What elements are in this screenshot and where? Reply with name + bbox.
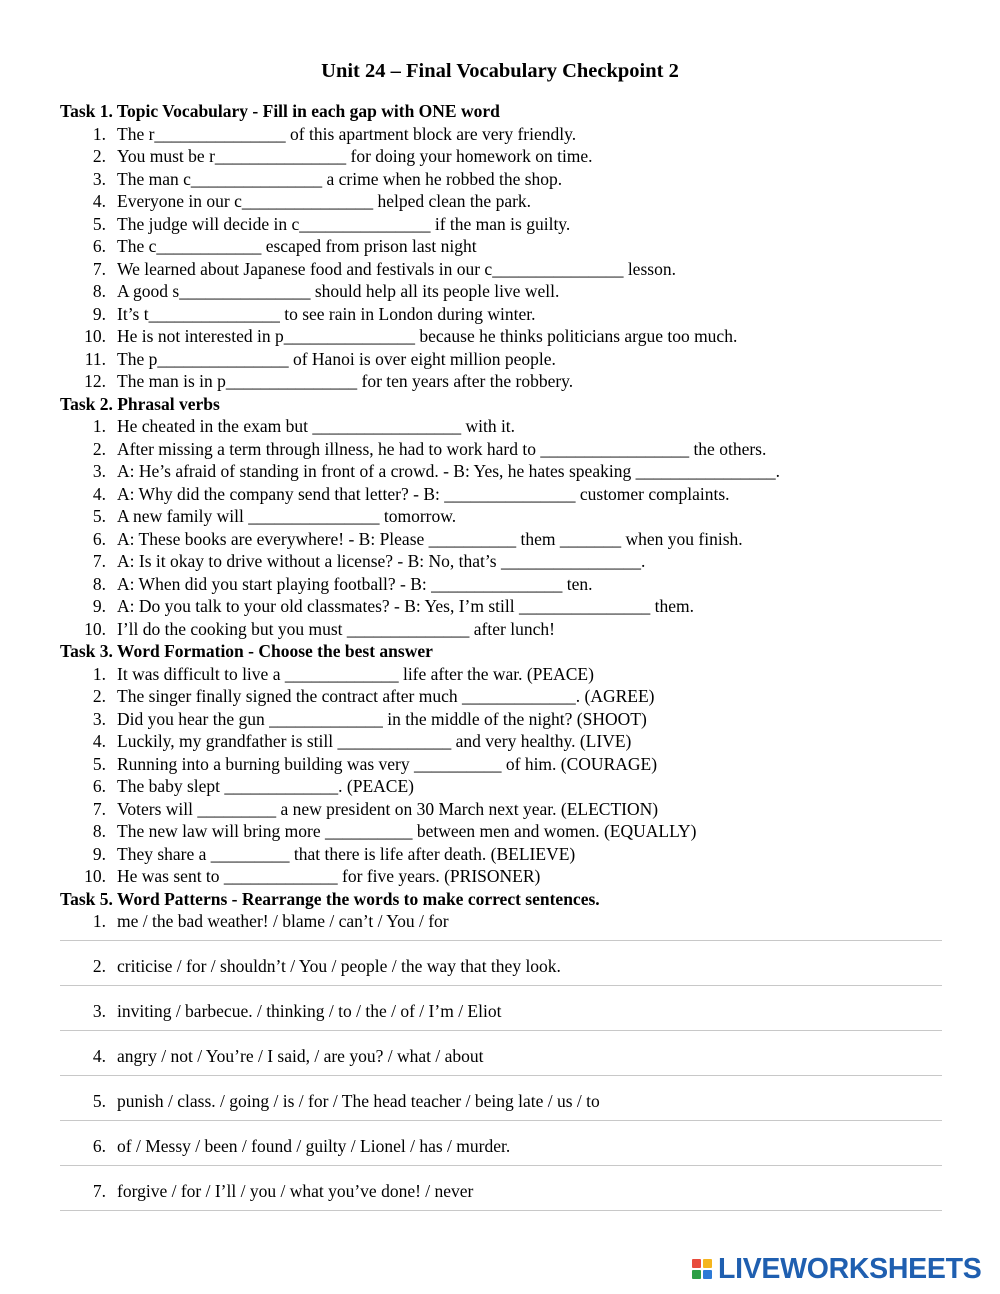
- answer-line[interactable]: [60, 1165, 942, 1166]
- item-number: 4.: [92, 1046, 106, 1066]
- worksheet: [60, 100, 950, 1225]
- item-text[interactable]: The r_______________ of this apartment block are very friendly.: [117, 123, 577, 144]
- task1-item[interactable]: [60, 303, 950, 326]
- task2-item[interactable]: [60, 618, 950, 641]
- item-number: 4.: [92, 483, 106, 504]
- task2-item[interactable]: [60, 438, 950, 461]
- task5-item: [60, 955, 950, 1000]
- item-number: 10.: [84, 618, 106, 639]
- item-text[interactable]: It’s t_______________ to see rain in London during winter.: [117, 303, 536, 324]
- item-number: 2.: [92, 146, 106, 166]
- item-text[interactable]: We learned about Japanese food and festivals in our c_______________ lesson.: [117, 258, 676, 279]
- task2-heading: Task 2. Phrasal verbs: [60, 393, 220, 414]
- item-number: 1.: [92, 911, 106, 931]
- task5-heading: Task 5. Word Patterns - Rearrange the words to make correct sentences.: [60, 888, 600, 909]
- item-number: 5.: [92, 506, 106, 526]
- item-number: 7.: [92, 1181, 106, 1201]
- task1-item[interactable]: [60, 280, 950, 303]
- task1-item[interactable]: [60, 258, 950, 281]
- item-text[interactable]: A: These books are everywhere! - B: Please __________ them _______ when you finish.: [117, 528, 743, 549]
- item-text[interactable]: A: He’s afraid of standing in front of a crowd. - B: Yes, he hates speaking ________________.: [117, 461, 780, 481]
- item-text[interactable]: It was difficult to live a _____________ life after the war. (PEACE): [117, 663, 594, 684]
- item-number: 1.: [92, 123, 106, 144]
- item-number: 1.: [92, 663, 106, 684]
- task2-item[interactable]: [60, 573, 950, 596]
- item-number: 7.: [92, 258, 106, 279]
- task2-item[interactable]: [60, 415, 950, 438]
- answer-line[interactable]: [60, 1210, 942, 1211]
- task2-list: [60, 415, 950, 640]
- item-text[interactable]: Voters will _________ a new president on 30 March next year. (ELECTION): [117, 798, 659, 819]
- task1-item[interactable]: [60, 325, 950, 348]
- item-number: 2.: [92, 956, 106, 976]
- item-number: 11.: [84, 348, 106, 369]
- liveworksheets-logo[interactable]: [692, 1254, 981, 1284]
- item-number: 12.: [84, 371, 106, 391]
- item-number: 10.: [84, 326, 106, 346]
- item-text[interactable]: The baby slept _____________. (PEACE): [117, 776, 414, 796]
- task1-item[interactable]: [60, 190, 950, 213]
- task3-item[interactable]: [60, 865, 950, 888]
- item-text[interactable]: The c____________ escaped from prison last night: [117, 236, 477, 256]
- item-text[interactable]: The p_______________ of Hanoi is over eight million people.: [117, 348, 556, 369]
- item-number: 6.: [92, 776, 106, 796]
- liveworksheets-logo-icon: [692, 1259, 712, 1279]
- item-text[interactable]: A: Why did the company send that letter? - B: _______________ customer complaints.: [117, 483, 730, 504]
- item-text[interactable]: Did you hear the gun _____________ in the middle of the night? (SHOOT): [117, 708, 647, 729]
- item-number: 3.: [92, 168, 106, 189]
- item-text[interactable]: The man c_______________ a crime when he robbed the shop.: [117, 168, 563, 189]
- task2-item[interactable]: [60, 550, 950, 573]
- task1-heading: Task 1. Topic Vocabulary - Fill in each gap with ONE word: [60, 101, 500, 121]
- task3-item[interactable]: [60, 708, 950, 731]
- task2-item[interactable]: [60, 483, 950, 506]
- item-number: 4.: [92, 191, 106, 211]
- item-text[interactable]: He is not interested in p_______________ because he thinks politicians argue too much.: [117, 326, 738, 346]
- item-text: forgive / for / I’ll / you / what you’ve done! / never: [117, 1181, 474, 1201]
- item-text[interactable]: A: When did you start playing football? - B: _______________ ten.: [117, 573, 593, 594]
- answer-line[interactable]: [60, 985, 942, 986]
- task5-item: [60, 1180, 950, 1225]
- task2-item[interactable]: [60, 595, 950, 618]
- item-number: 1.: [92, 416, 106, 436]
- item-number: 4.: [92, 731, 106, 751]
- task3-item[interactable]: [60, 820, 950, 843]
- item-text[interactable]: The new law will bring more __________ between men and women. (EQUALLY): [117, 821, 697, 841]
- item-number: 7.: [92, 798, 106, 819]
- task3-item[interactable]: [60, 753, 950, 776]
- item-number: 3.: [92, 1001, 106, 1021]
- item-text: of / Messy / been / found / guilty / Lionel / has / murder.: [117, 1136, 511, 1156]
- task1-list: [60, 123, 950, 393]
- task5-item: [60, 1045, 950, 1090]
- task3-item[interactable]: [60, 775, 950, 798]
- item-text[interactable]: A: Is it okay to drive without a license? - B: No, that’s ________________.: [117, 551, 646, 571]
- task5-item: [60, 910, 950, 955]
- item-text[interactable]: He cheated in the exam but _________________ with it.: [117, 416, 516, 436]
- task1-item[interactable]: [60, 213, 950, 236]
- task3-item[interactable]: [60, 798, 950, 821]
- item-number: 8.: [92, 573, 106, 594]
- answer-line[interactable]: [60, 1075, 942, 1076]
- item-text[interactable]: A new family will _______________ tomorrow.: [117, 506, 457, 526]
- item-number: 9.: [92, 843, 106, 864]
- logo-text: LIVEWORKSHEETS: [718, 1252, 982, 1285]
- item-number: 2.: [92, 438, 106, 459]
- item-number: 3.: [92, 461, 106, 481]
- task1-item[interactable]: [60, 370, 950, 393]
- item-number: 8.: [92, 821, 106, 841]
- item-number: 9.: [92, 303, 106, 324]
- item-text[interactable]: A good s_______________ should help all its people live well.: [117, 281, 560, 301]
- item-number: 2.: [92, 686, 106, 706]
- task3-list: [60, 663, 950, 888]
- task1-item[interactable]: [60, 348, 950, 371]
- task5-item: [60, 1000, 950, 1045]
- item-number: 10.: [84, 866, 106, 886]
- task1-item[interactable]: [60, 235, 950, 258]
- task2-item[interactable]: [60, 460, 950, 483]
- task3-item[interactable]: [60, 663, 950, 686]
- item-text[interactable]: He was sent to _____________ for five years. (PRISONER): [117, 866, 541, 886]
- answer-line[interactable]: [60, 1120, 942, 1121]
- item-number: 7.: [92, 551, 106, 571]
- answer-line[interactable]: [60, 1030, 942, 1031]
- task3-item[interactable]: [60, 843, 950, 866]
- task1-item[interactable]: [60, 123, 950, 146]
- task5-list: [60, 910, 950, 1225]
- task3-item[interactable]: [60, 730, 950, 753]
- item-text: angry / not / You’re / I said, / are you? / what / about: [117, 1046, 484, 1066]
- item-text[interactable]: After missing a term through illness, he had to work hard to _________________ the others.: [117, 438, 767, 459]
- task2-item[interactable]: [60, 528, 950, 551]
- task3-heading: Task 3. Word Formation - Choose the best answer: [60, 641, 433, 661]
- item-text[interactable]: Luckily, my grandfather is still _____________ and very healthy. (LIVE): [117, 731, 632, 751]
- item-text[interactable]: Running into a burning building was very __________ of him. (COURAGE): [117, 753, 658, 774]
- task3-item[interactable]: [60, 685, 950, 708]
- item-text: punish / class. / going / is / for / The head teacher / being late / us / to: [117, 1091, 600, 1111]
- item-text[interactable]: You must be r_______________ for doing your homework on time.: [117, 146, 593, 166]
- item-number: 6.: [92, 528, 106, 549]
- item-number: 5.: [92, 753, 106, 774]
- item-text[interactable]: The man is in p_______________ for ten years after the robbery.: [117, 371, 574, 391]
- item-number: 5.: [92, 213, 106, 234]
- task2-item[interactable]: [60, 505, 950, 528]
- item-text: me / the bad weather! / blame / can’t / You / for: [117, 911, 449, 931]
- item-text[interactable]: A: Do you talk to your old classmates? - B: Yes, I’m still _______________ them.: [117, 596, 694, 616]
- item-number: 9.: [92, 596, 106, 616]
- task5-item: [60, 1135, 950, 1180]
- item-text[interactable]: The singer finally signed the contract after much _____________. (AGREE): [117, 686, 655, 706]
- item-text[interactable]: Everyone in our c_______________ helped clean the park.: [117, 191, 532, 211]
- item-text: inviting / barbecue. / thinking / to / the / of / I’m / Eliot: [117, 1001, 502, 1021]
- item-number: 5.: [92, 1091, 106, 1111]
- item-number: 6.: [92, 1136, 106, 1156]
- task1-item[interactable]: [60, 145, 950, 168]
- item-number: 6.: [92, 236, 106, 256]
- task5-item: [60, 1090, 950, 1135]
- answer-line[interactable]: [60, 940, 942, 941]
- item-text[interactable]: They share a _________ that there is life after death. (BELIEVE): [117, 843, 576, 864]
- page-title: Unit 24 – Final Vocabulary Checkpoint 2: [321, 60, 679, 82]
- item-text[interactable]: I’ll do the cooking but you must ______________ after lunch!: [117, 618, 555, 639]
- item-number: 3.: [92, 708, 106, 729]
- item-text[interactable]: The judge will decide in c_______________ if the man is guilty.: [117, 213, 571, 234]
- task1-item[interactable]: [60, 168, 950, 191]
- item-number: 8.: [92, 281, 106, 301]
- item-text: criticise / for / shouldn’t / You / people / the way that they look.: [117, 956, 561, 976]
